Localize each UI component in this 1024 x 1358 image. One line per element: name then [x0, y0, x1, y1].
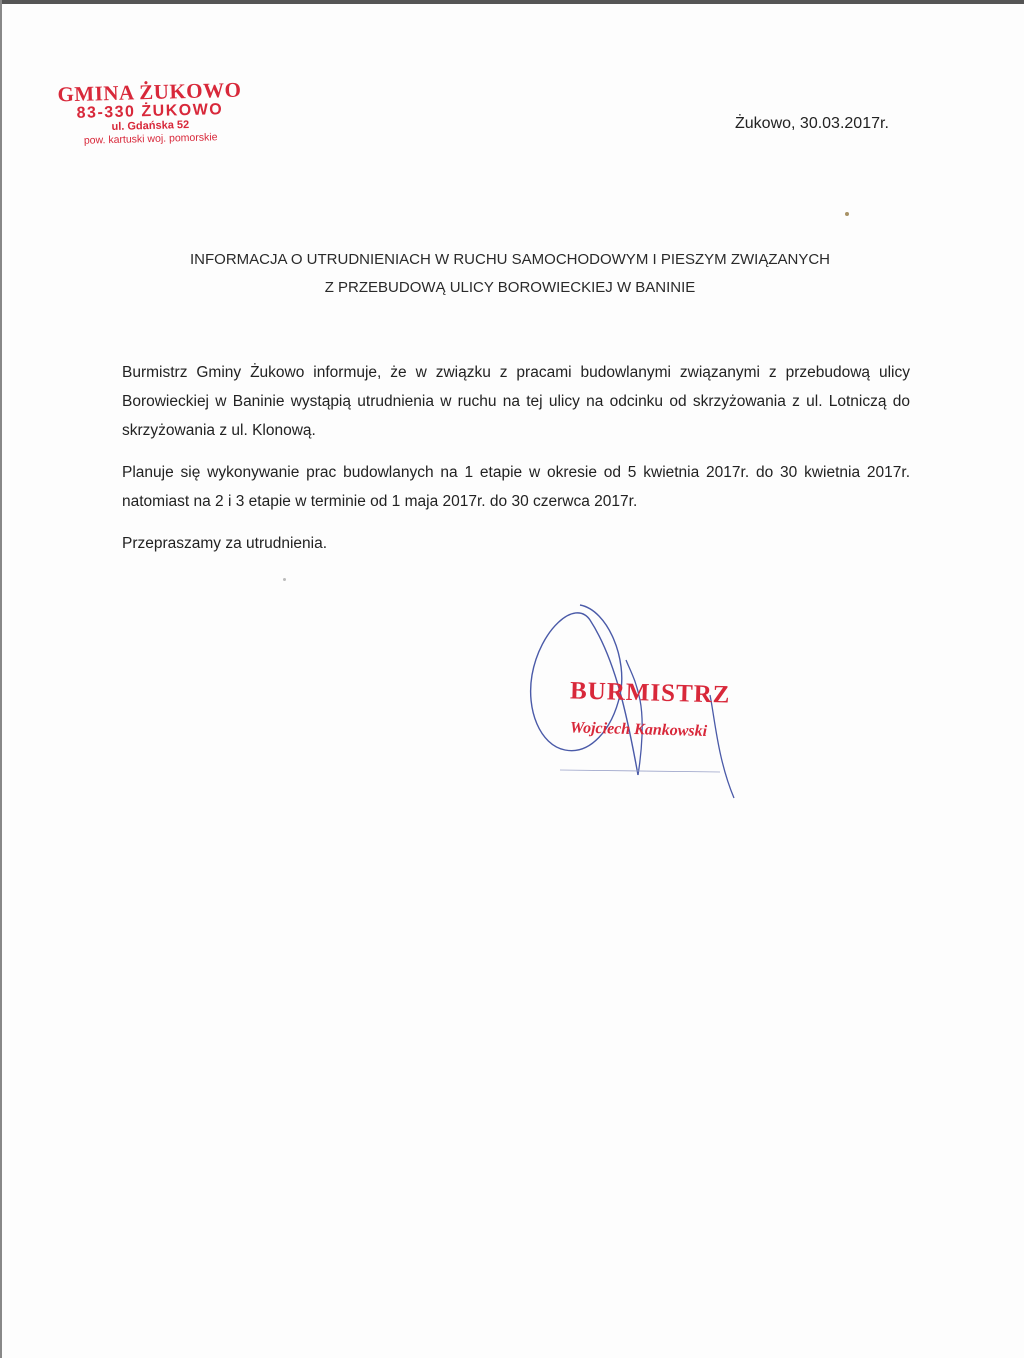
scan-left-edge	[0, 0, 2, 1358]
document-title	[140, 246, 880, 302]
closing-line: Przepraszamy za utrudnienia.	[122, 535, 328, 552]
title-line-2: Z PRZEBUDOWĄ ULICY BOROWIECKIEJ W BANINIE	[324, 279, 696, 296]
signatory-name: Wojciech Kankowski	[569, 719, 708, 740]
signature-stamp	[569, 677, 770, 740]
stamp-postal-code: 83-330 ŻUKOWO	[76, 101, 224, 122]
scan-speck	[845, 212, 849, 216]
scan-speck	[283, 578, 286, 581]
stamp-region: pow. kartuski woj. pomorskie	[83, 131, 218, 147]
stamp-street: ul. Gdańska 52	[111, 118, 190, 134]
document-body	[122, 358, 910, 571]
signature-line	[560, 770, 720, 772]
signatory-role: BURMISTRZ	[569, 677, 731, 709]
scan-top-edge	[0, 0, 1024, 4]
office-stamp	[49, 77, 251, 148]
body-paragraph-1: Burmistrz Gminy Żukowo informuje, że w związku z pracami budowlanymi związanymi z przebudową ulicy Borowieckiej w Baninie wystąpią utrudnienia w ruchu na tej ulicy na odcinku od skrzyżowania z ul. Lotniczą do skrzyżowania z ul. Klonową.	[122, 364, 910, 439]
document-date: Żukowo, 30.03.2017r.	[735, 115, 889, 132]
stamp-municipality: GMINA ŻUKOWO	[57, 77, 242, 107]
body-paragraph-2: Planuje się wykonywanie prac budowlanych na 1 etapie w okresie od 5 kwietnia 2017r. do 30 kwietnia 2017r. natomiast na 2 i 3 etapie w terminie od 1 maja 2017r. do 30 czerwca 2017r.	[122, 464, 910, 510]
title-line-1: INFORMACJA O UTRUDNIENIACH W RUCHU SAMOCHODOWYM I PIESZYM ZWIĄZANYCH	[189, 251, 830, 268]
